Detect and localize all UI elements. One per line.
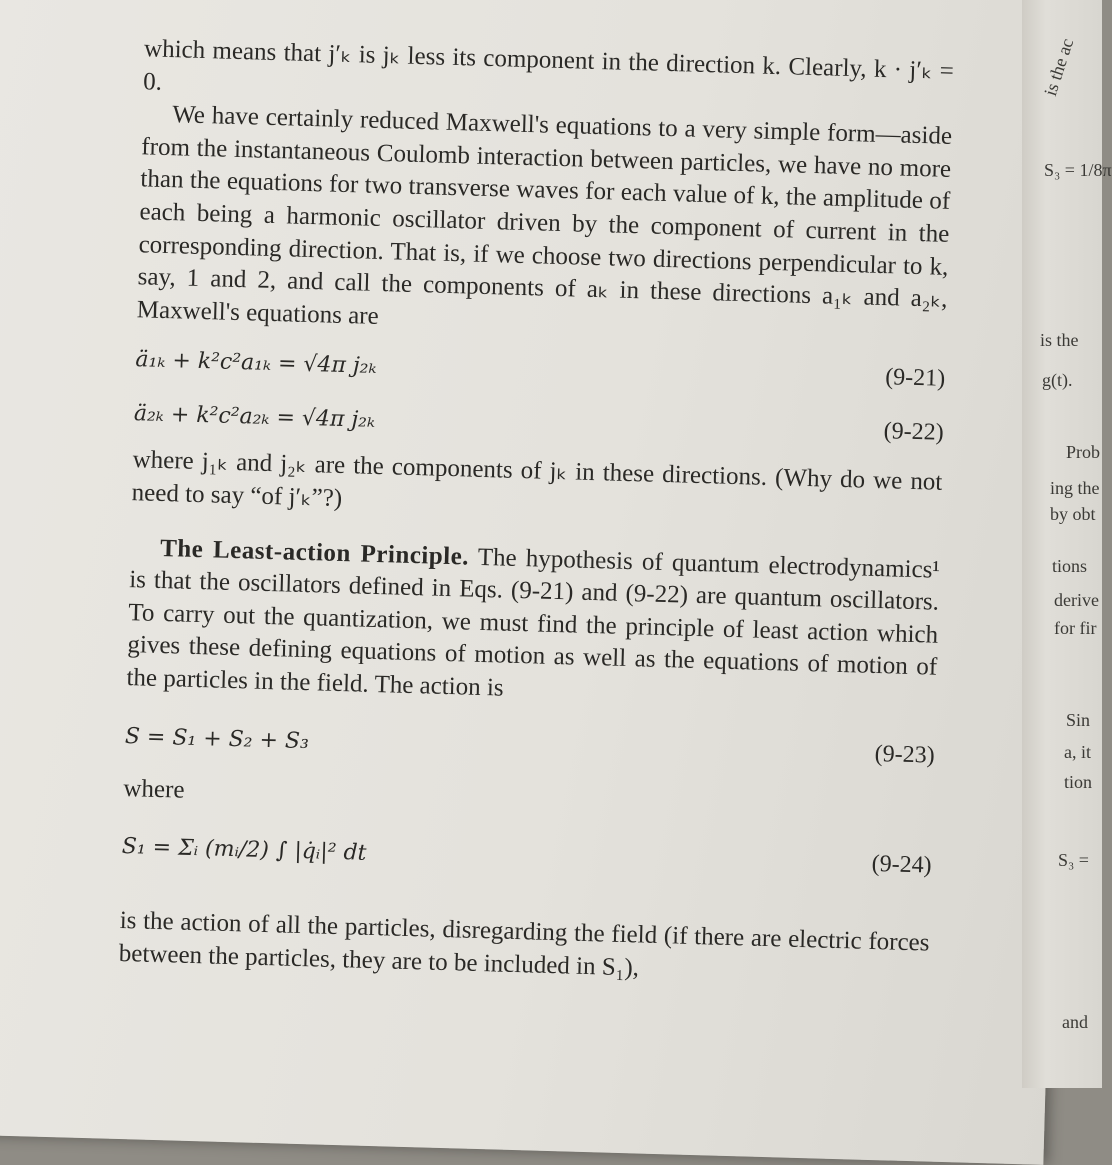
paragraph-5: is the action of all the particles, disregarding the field (if there are electric forces between the particles, they are to be included in S₁),: [118, 907, 930, 982]
margin-fragment: Sin: [1066, 710, 1091, 730]
paragraph-3: where j₁ₖ and j₂ₖ are the components of jₖ in these directions. (Why do we not need to say “of j′ₖ”?): [131, 446, 943, 512]
margin-fragment: is the ac: [1040, 35, 1078, 99]
margin-fragment: g(t).: [1042, 370, 1073, 390]
equation-label: (9-21): [884, 364, 946, 393]
margin-fragment: Prob: [1066, 442, 1101, 462]
section-heading: The Least-action Principle.: [159, 534, 470, 571]
margin-fragment: tion: [1064, 772, 1093, 792]
equation-9-23: [124, 717, 935, 780]
paragraph-1: which means that j′ₖ is jₖ less its component in the direction k. Clearly, k · j′ₖ = 0.: [142, 35, 955, 96]
margin-fragment: derive: [1054, 590, 1099, 610]
equation-label: (9-22): [883, 418, 945, 447]
margin-fragment: tions: [1052, 556, 1088, 576]
equation-expression: S₁ = Σᵢ (mᵢ/2) ∫ |q̇ᵢ|² dt: [121, 834, 367, 866]
margin-fragment: S₃ =: [1058, 850, 1089, 870]
margin-fragment: S₃ = 1/8π: [1044, 160, 1112, 180]
paragraph-2: We have certainly reduced Maxwell's equations to a very simple form—aside from the instantaneous Coulomb interaction between particles, we have no more than the equations for two transverse waves for each value of k, the amplitude of each being a harmonic oscillator driven by the component of current in the corresponding direction. That is, if we choose two directions perpendicular to k, say, 1 and 2, and call the components of aₖ in these directions a₁ₖ and a₂ₖ, Maxwell's equations are: [136, 101, 953, 330]
paragraph-4-body: The hypothesis of quantum electrodynamics¹ is that the oscillators defined in Eqs. (9-21) and (9-22) are quantum oscillators. To carry out the quantization, we must find the principle of least action which gives these defining equations of motion as well as the equations of motion of the particles in the field. The action is: [126, 543, 941, 702]
equation-expression: S = S₁ + S₂ + S₃: [124, 723, 310, 754]
equation-expression: ä₂ₖ + k²c²a₂ₖ = √4π j₂ₖ: [133, 401, 376, 434]
equation-expression: ä₁ₖ + k²c²a₁ₖ = √4π j₂ₖ: [135, 347, 377, 380]
adjacent-page-edge: [1022, 0, 1112, 1088]
margin-fragment: is the: [1040, 330, 1079, 350]
margin-fragment: ing the: [1050, 478, 1100, 498]
paragraph-4: [126, 532, 940, 718]
margin-fragment: a, it: [1064, 742, 1091, 762]
margin-fragment: and: [1062, 1012, 1088, 1032]
margin-fragment: for fir: [1054, 618, 1097, 638]
margin-fragment: by obt: [1050, 504, 1096, 524]
equation-9-24: [121, 827, 932, 906]
equation-9-21: [135, 341, 946, 404]
where-text: where: [123, 774, 185, 804]
page-text: [118, 33, 954, 993]
equation-label: (9-23): [874, 740, 936, 769]
equation-label: (9-24): [871, 851, 932, 879]
